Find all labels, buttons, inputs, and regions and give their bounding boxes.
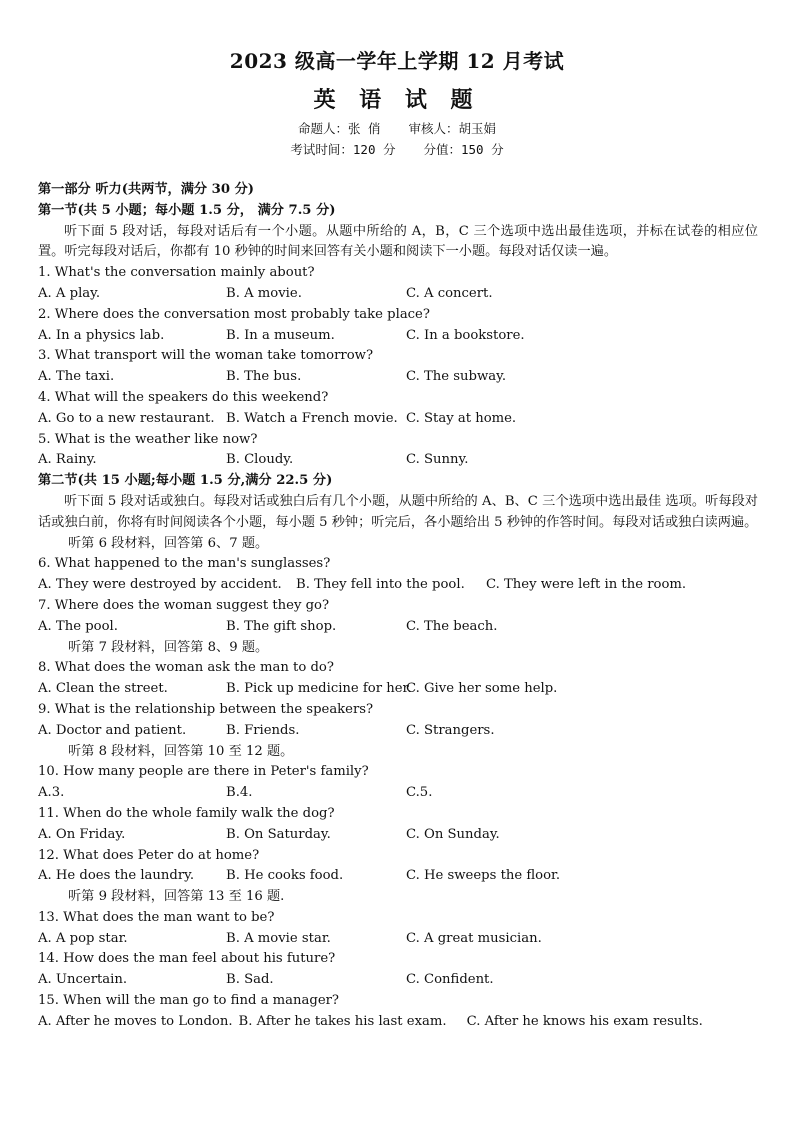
option-c[interactable]: C. The beach. xyxy=(406,618,498,634)
question-text: 9. What is the relationship between the speakers? xyxy=(38,701,374,717)
option-b[interactable]: B. They fell into the pool. xyxy=(296,577,465,593)
option-b[interactable]: B. He cooks food. xyxy=(226,868,344,884)
option-a[interactable]: A. A pop star. xyxy=(38,930,128,946)
option-a[interactable]: A. Rainy. xyxy=(38,452,97,468)
part1-heading: 第一部分 听力(共两节，满分 30 分) xyxy=(38,182,255,197)
material-7-note: 听第 7 段材料，回答第 8、9 题。 xyxy=(68,639,269,655)
option-b[interactable]: B. A movie. xyxy=(226,285,302,301)
option-a[interactable]: A. Go to a new restaurant. xyxy=(38,410,215,426)
question-options xyxy=(38,617,758,638)
option-a[interactable]: A. Doctor and patient. xyxy=(38,722,187,738)
reviewer-label: 审核人：胡玉娟 xyxy=(408,121,497,136)
question-options xyxy=(38,575,758,596)
question-options xyxy=(38,326,758,347)
option-c[interactable]: C. On Sunday. xyxy=(406,826,500,842)
question-text: 13. What does the man want to be? xyxy=(38,909,275,925)
option-b[interactable]: B.4. xyxy=(226,785,253,801)
question-text: 7. Where does the woman suggest they go? xyxy=(38,597,330,613)
exam-content xyxy=(38,180,758,1033)
option-c[interactable]: C. They were left in the room. xyxy=(486,577,687,593)
option-c[interactable]: C. Strangers. xyxy=(406,722,495,738)
section1-heading: 第一节(共 5 小题；每小题 1.5 分， 满分 7.5 分) xyxy=(38,202,336,218)
material-6-note: 听第 6 段材料，回答第 6、7 题。 xyxy=(68,535,269,551)
option-a[interactable]: A. A play. xyxy=(38,285,101,301)
section1-instructions: 听下面 5 段对话，每段对话后有一个小题。从题中所给的 A，B，C 三个选项中选出最佳选项，并标在试卷的相应位置。听完每段对话后，你都有 10 秒钟的时间来回答有关小题和阅读下一小题。每段对话仅读一遍。 xyxy=(38,223,758,260)
question-text: 5. What is the weather like now? xyxy=(38,431,258,447)
question-text: 12. What does Peter do at home? xyxy=(38,847,260,863)
option-b[interactable]: B. Friends. xyxy=(226,722,300,738)
question-options xyxy=(38,284,758,305)
time-label: 考试时间：120 分 xyxy=(290,142,396,157)
question-options xyxy=(38,1012,758,1033)
question-options xyxy=(38,866,758,887)
option-a[interactable]: A. They were destroyed by accident. xyxy=(38,577,282,593)
material-8-note: 听第 8 段材料，回答第 10 至 12 题。 xyxy=(68,743,294,759)
option-a[interactable]: A. The taxi. xyxy=(38,369,115,385)
question-options xyxy=(38,783,758,804)
option-b[interactable]: B. The bus. xyxy=(226,369,302,385)
question-options xyxy=(38,970,758,991)
section2-heading: 第二节(共 15 小题;每小题 1.5 分,满分 22.5 分) xyxy=(38,473,333,489)
option-c[interactable]: C. In a bookstore. xyxy=(406,327,525,343)
option-c[interactable]: C. A great musician. xyxy=(406,930,542,946)
material-9-note: 听第 9 段材料，回答第 13 至 16 题. xyxy=(68,889,285,905)
question-options xyxy=(38,929,758,950)
question-options xyxy=(38,721,758,742)
question-text: 8. What does the woman ask the man to do? xyxy=(38,660,334,676)
exam-title: 2023 级高一学年上学期 12 月考试 xyxy=(229,49,565,73)
authors-line xyxy=(0,119,794,137)
option-a[interactable]: A. Uncertain. xyxy=(38,972,128,988)
question-options xyxy=(38,825,758,846)
question-options xyxy=(38,450,758,471)
option-b[interactable]: B. Sad. xyxy=(226,972,274,988)
option-a[interactable]: A. Clean the street. xyxy=(38,681,168,697)
option-c[interactable]: C. Give her some help. xyxy=(406,681,558,697)
option-c[interactable]: C.5. xyxy=(406,785,433,801)
option-c[interactable]: C. After he knows his exam results. xyxy=(466,1013,703,1029)
option-b[interactable]: B. The gift shop. xyxy=(226,618,337,634)
question-text: 14. How does the man feel about his future? xyxy=(38,951,336,967)
question-text: 3. What transport will the woman take tomorrow? xyxy=(38,348,374,364)
question-text: 11. When do the whole family walk the dog? xyxy=(38,805,335,821)
score-label: 分值：150 分 xyxy=(423,142,504,157)
option-a[interactable]: A. In a physics lab. xyxy=(38,327,165,343)
question-text: 6. What happened to the man's sunglasses? xyxy=(38,556,331,572)
option-b[interactable]: B. In a museum. xyxy=(226,327,335,343)
option-a[interactable]: A. He does the laundry. xyxy=(38,868,195,884)
option-b[interactable]: B. A movie star. xyxy=(226,930,331,946)
option-c[interactable]: C. Stay at home. xyxy=(406,410,517,426)
section2-instructions: 听下面 5 段对话或独白。每段对话或独白后有几个小题，从题中所给的 A、B、C 三个选项中选出最佳 选项。听每段对话或独白前，你将有时间阅读各个小题，每小题 5 秒钟；听完后，各小题给出 5 秒钟的作答时间。每段对话或独白读两遍。 xyxy=(38,493,758,530)
question-text: 15. When will the man go to find a manager? xyxy=(38,993,340,1009)
question-options xyxy=(38,409,758,430)
question-text: 2. Where does the conversation most probably take place? xyxy=(38,306,430,322)
option-a[interactable]: A. After he moves to London. xyxy=(38,1013,233,1029)
option-b[interactable]: B. Watch a French movie. xyxy=(226,410,398,426)
option-b[interactable]: B. On Saturday. xyxy=(226,826,331,842)
option-c[interactable]: C. The subway. xyxy=(406,369,507,385)
question-text: 1. What's the conversation mainly about? xyxy=(38,265,315,281)
option-a[interactable]: A.3. xyxy=(38,785,65,801)
option-a[interactable]: A. The pool. xyxy=(38,618,118,634)
time-score-line xyxy=(0,140,794,158)
option-b[interactable]: B. Cloudy. xyxy=(226,452,294,468)
option-c[interactable]: C. Sunny. xyxy=(406,452,469,468)
option-b[interactable]: B. After he takes his last exam. xyxy=(238,1013,447,1029)
option-b[interactable]: B. Pick up medicine for her. xyxy=(226,681,412,697)
question-text: 10. How many people are there in Peter's family? xyxy=(38,764,369,780)
author-label: 命题人：张 俏 xyxy=(297,121,381,136)
question-options xyxy=(38,679,758,700)
option-c[interactable]: C. Confident. xyxy=(406,972,494,988)
option-c[interactable]: C. He sweeps the floor. xyxy=(406,868,561,884)
question-text: 4. What will the speakers do this weekend? xyxy=(38,389,329,405)
exam-subtitle: 英 语 试 题 xyxy=(313,87,481,113)
question-options xyxy=(38,367,758,388)
option-a[interactable]: A. On Friday. xyxy=(38,826,126,842)
option-c[interactable]: C. A concert. xyxy=(406,285,493,301)
